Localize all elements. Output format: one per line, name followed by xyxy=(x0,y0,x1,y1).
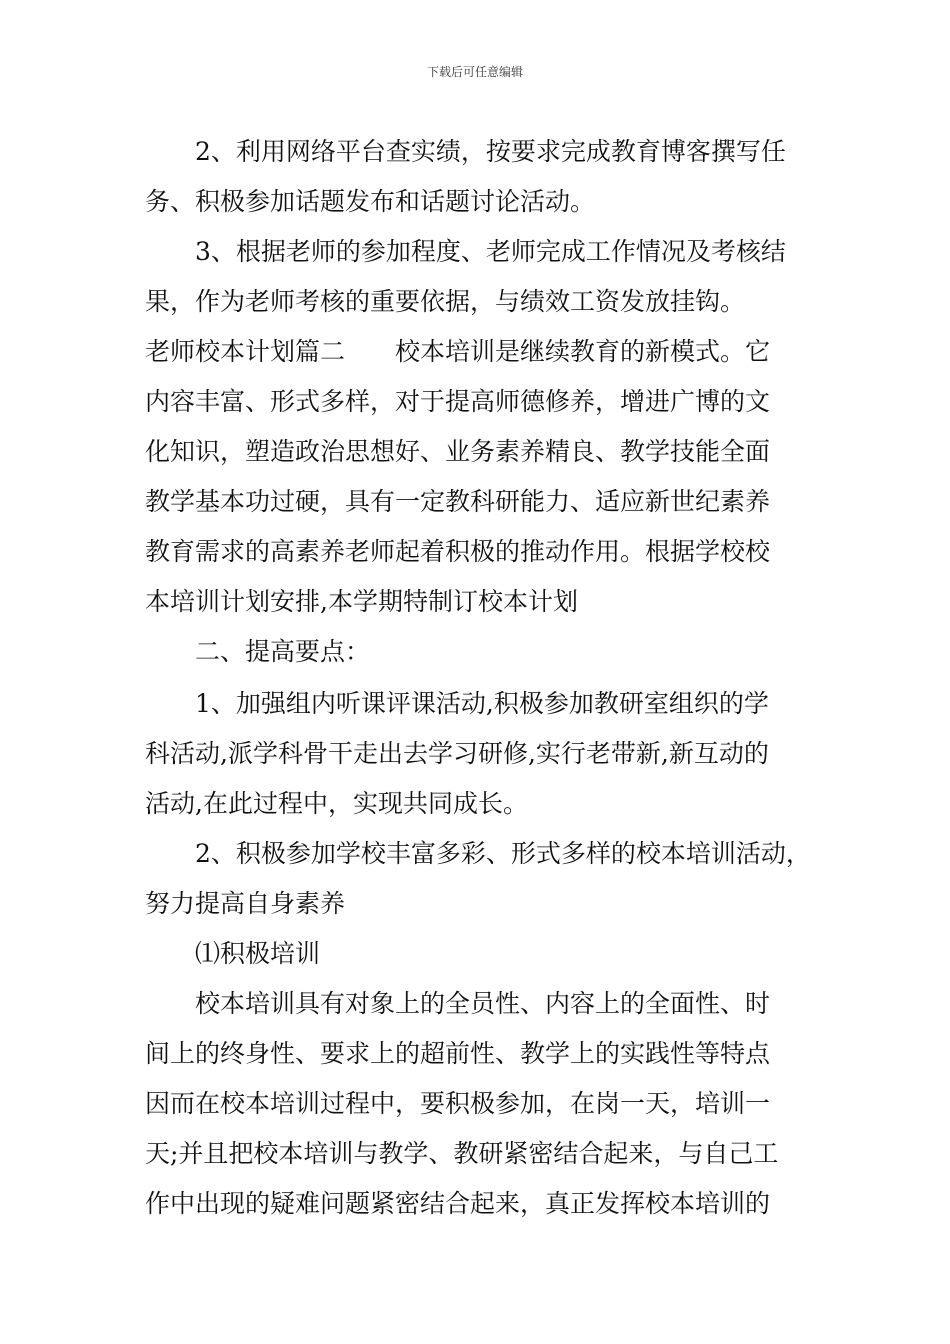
text-line: 科活动,派学科骨干走出去学习研修,实行老带新,新互动的 xyxy=(145,739,769,768)
text-line: 教育需求的高素养老师起着积极的推动作用。根据学校校 xyxy=(145,537,771,566)
page-header: 下载后可任意编辑 xyxy=(426,65,523,79)
text-line: 2、积极参加学校丰富多彩、形式多样的校本培训活动， xyxy=(195,839,811,868)
subsection-heading: ⑴积极培训 xyxy=(195,939,321,968)
text-line: 天;并且把校本培训与教学、教研紧密结合起来，与自己工 xyxy=(145,1139,779,1168)
text-line: 老师校本计划篇二 校本培训是继续教育的新模式。它 xyxy=(145,337,771,366)
text-line: 本培训计划安排,本学期特制订校本计划 xyxy=(145,587,578,616)
text-line: 内容丰富、形式多样，对于提高师德修养，增进广博的文 xyxy=(145,387,771,416)
text-line: 果，作为老师考核的重要依据，与绩效工资发放挂钩。 xyxy=(145,287,746,316)
text-line: 作中出现的疑难问题紧密结合起来，真正发挥校本培训的 xyxy=(145,1189,771,1218)
text-line: 努力提高自身素养 xyxy=(145,889,346,918)
text-line: 务、积极参加话题发布和话题讨论活动。 xyxy=(145,187,596,216)
text-line: 1、加强组内听课评课活动,积极参加教研室组织的学 xyxy=(195,689,769,718)
text-line: 教学基本功过硬，具有一定教科研能力、适应新世纪素养 xyxy=(145,487,771,516)
text-line: 因而在校本培训过程中，要积极参加，在岗一天，培训一 xyxy=(145,1089,771,1118)
text-line: 2、利用网络平台查实绩，按要求完成教育博客撰写任 xyxy=(195,137,786,166)
text-line: 间上的终身性、要求上的超前性、教学上的实践性等特点 xyxy=(145,1039,771,1068)
text-line: 活动,在此过程中，实现共同成长。 xyxy=(145,789,528,818)
text-line: 校本培训具有对象上的全员性、内容上的全面性、时 xyxy=(195,989,771,1018)
text-line: 化知识，塑造政治思想好、业务素养精良、教学技能全面 xyxy=(145,437,771,466)
section-heading: 二、提高要点： xyxy=(195,637,371,666)
text-line: 3、根据老师的参加程度、老师完成工作情况及考核结 xyxy=(195,237,786,266)
